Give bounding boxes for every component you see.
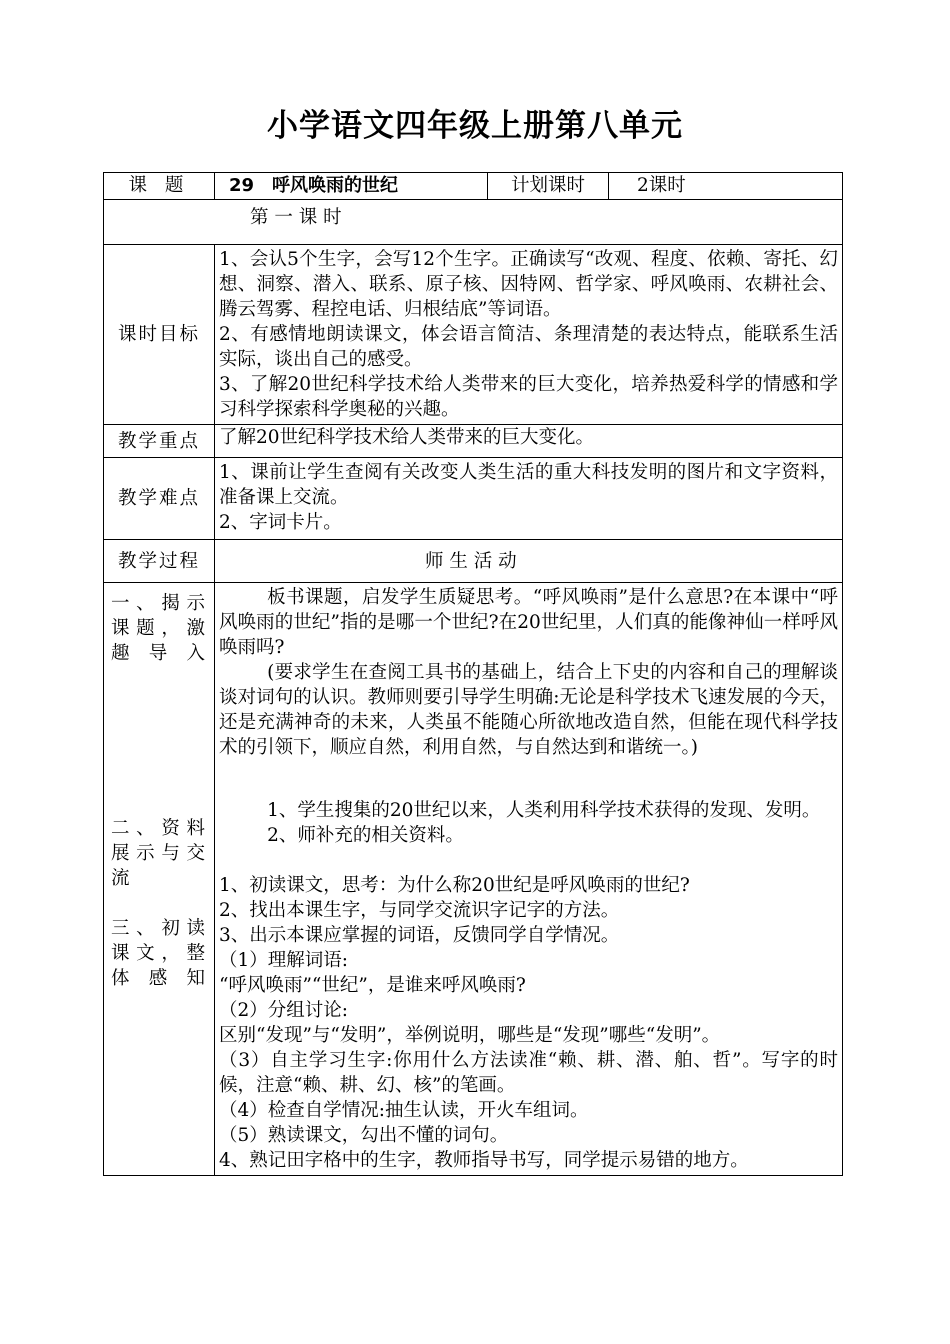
goal-item: 3、了解20世纪科学技术给人类带来的巨大变化，培养热爱科学的情感和学习科学探索科学奥秘的兴趣。 bbox=[219, 374, 838, 420]
step3-label: 三、初读课文，整体感知 bbox=[111, 918, 207, 989]
goals-label: 课时目标 bbox=[104, 245, 215, 425]
difficulty-item: 2、字词卡片。 bbox=[219, 512, 342, 533]
planned-hours-label: 计划课时 bbox=[488, 173, 609, 200]
subject-label: 课 题 bbox=[104, 173, 215, 200]
steps-content bbox=[215, 583, 843, 1176]
step3-line: “呼风唤雨”“世纪”，是谁来呼风唤雨? bbox=[219, 975, 526, 996]
header-row bbox=[104, 173, 843, 200]
goals-content bbox=[215, 245, 843, 425]
step3-line: （3）自主学习生字:你用什么方法读准“赖、耕、潜、舶、哲”。写字的时候，注意“赖、耕、幻、核”的笔画。 bbox=[219, 1050, 838, 1096]
process-column-title: 师 生 活 动 bbox=[215, 540, 843, 583]
planned-hours-value: 2课时 bbox=[609, 173, 843, 200]
goal-item: 2、有感情地朗读课文，体会语言简洁、条理清楚的表达特点，能联系生活实际，谈出自己的感受。 bbox=[219, 324, 838, 370]
step2-label: 二、资料展示与交流 bbox=[111, 818, 207, 889]
period-row bbox=[104, 200, 843, 245]
key-point-label: 教学重点 bbox=[104, 425, 215, 458]
difficulty-label: 教学难点 bbox=[104, 458, 215, 540]
step3-line: （2）分组讨论: bbox=[219, 1000, 349, 1021]
difficulty-item: 1、课前让学生查阅有关改变人类生活的重大科技发明的图片和文字资料，准备课上交流。 bbox=[219, 462, 838, 508]
period-title: 第 一 课 时 bbox=[104, 200, 843, 245]
process-label: 教学过程 bbox=[104, 540, 215, 583]
step1-label: 一、揭示课题，激趣导入 bbox=[111, 593, 207, 664]
step2-paragraph: 2、师补充的相关资料。 bbox=[267, 825, 464, 846]
steps-row bbox=[104, 583, 843, 1176]
step1-paragraph: 板书课题，启发学生质疑思考。“呼风唤雨”是什么意思?在本课中“呼风唤雨的世纪”指的是哪一个世纪?在20世纪里，人们真的能像神仙一样呼风唤雨吗? bbox=[219, 587, 838, 658]
goal-item: 1、会认5个生字，会写12个生字。正确读写“改观、程度、依赖、寄托、幻想、洞察、潜入、联系、原子核、因特网、哲学家、呼风唤雨、农耕社会、腾云驾雾、程控电话、归根结底”等词语。 bbox=[219, 249, 838, 320]
step3-line: 3、出示本课应掌握的词语，反馈同学自学情况。 bbox=[219, 925, 620, 946]
goals-row bbox=[104, 245, 843, 425]
step3-line: （5）熟读课文，勾出不懂的词句。 bbox=[219, 1125, 509, 1146]
page-title: 小学语文四年级上册第八单元 bbox=[267, 108, 683, 144]
key-point-text: 了解20世纪科学技术给人类带来的巨大变化。 bbox=[215, 425, 843, 458]
step3-line: 4、熟记田字格中的生字，教师指导书写，同学提示易错的地方。 bbox=[219, 1150, 749, 1171]
step3-line: 区别“发现”与“发明”，举例说明，哪些是“发现”哪些“发明”。 bbox=[219, 1025, 721, 1046]
step3-line: （4）检查自学情况:抽生认读，开火车组词。 bbox=[219, 1100, 589, 1121]
difficulty-content bbox=[215, 458, 843, 540]
key-point-row bbox=[104, 425, 843, 458]
lesson-title: 29 呼风唤雨的世纪 bbox=[215, 173, 488, 200]
difficulty-row bbox=[104, 458, 843, 540]
process-row bbox=[104, 540, 843, 583]
lesson-plan-table bbox=[103, 172, 843, 1176]
steps-labels bbox=[104, 583, 215, 1176]
step2-paragraph: 1、学生搜集的20世纪以来，人类利用科学技术获得的发现、发明。 bbox=[267, 800, 821, 821]
step1-paragraph: (要求学生在查阅工具书的基础上，结合上下史的内容和自己的理解谈谈对词句的认识。教师则要引导学生明确:无论是科学技术飞速发展的今天，还是充满神奇的未来，人类虽不能随心所欲地改造自然，但能在现代科学技术的引领下，顺应自然，利用自然，与自然达到和谐统一。) bbox=[219, 662, 838, 758]
step3-line: （1）理解词语: bbox=[219, 950, 349, 971]
step3-line: 2、找出本课生字，与同学交流识字记字的方法。 bbox=[219, 900, 620, 921]
step3-line: 1、初读课文，思考：为什么称20世纪是呼风唤雨的世纪? bbox=[219, 875, 690, 896]
